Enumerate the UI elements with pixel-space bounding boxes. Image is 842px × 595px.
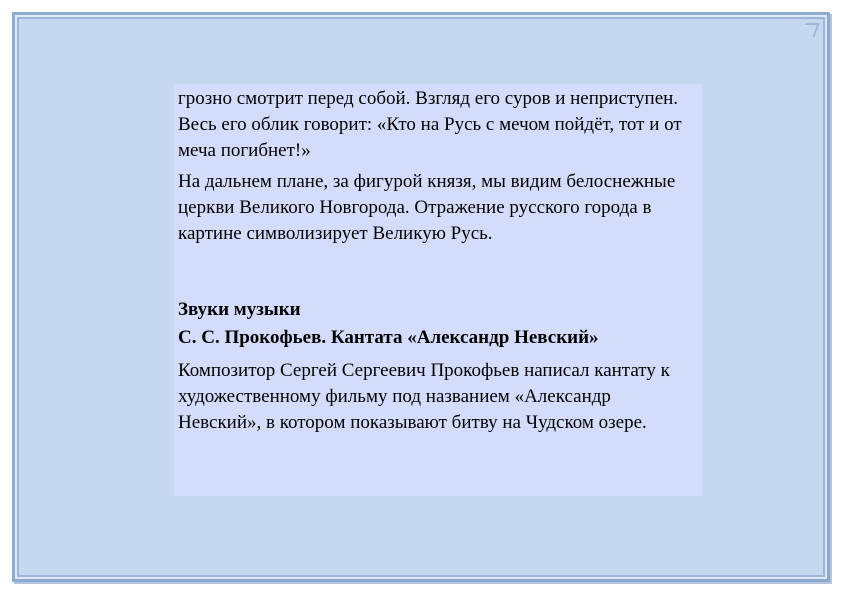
- frame-corner-decoration: [800, 23, 819, 37]
- paragraph-composer: Композитор Сергей Сергеевич Прокофьев написал кантату к художественному фильму под названием «Александр Невский», в котором показывают битву на Чудском озере.: [178, 360, 670, 433]
- paragraph-spacer: [178, 252, 696, 296]
- paragraph-description-2: На дальнем плане, за фигурой князя, мы видим белоснежные церкви Великого Новгорода. Отражение русского города в картине символизирует Великую Русь.: [178, 171, 676, 244]
- paragraph-description-1: грозно смотрит перед собой. Взгляд его суров и неприступен. Весь его облик говорит: «Кто на Русь с мечом пойдёт, тот и от меча погибнет!»: [178, 88, 682, 161]
- section-subheading: С. С. Прокофьев. Кантата «Александр Невский»: [178, 327, 599, 348]
- text-box: [174, 84, 702, 496]
- section-heading: Звуки музыки: [178, 299, 301, 320]
